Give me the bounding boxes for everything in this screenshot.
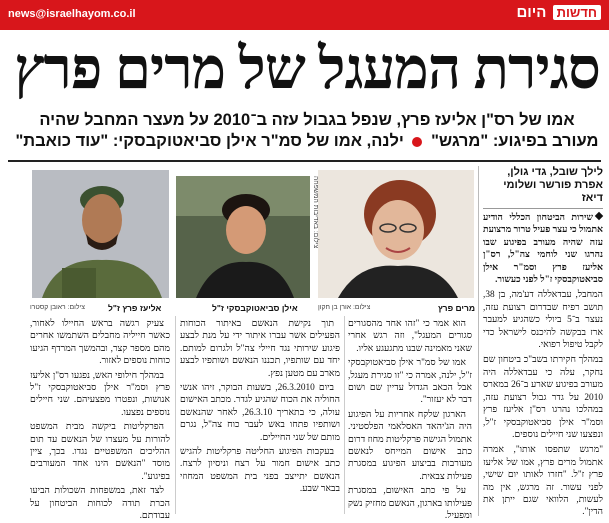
photo-3-name: אליעז פרץ ז"ל	[108, 303, 162, 313]
col1-paragraph: על פי כתב האישום, במסגרת פעילותו בארגון, הנאשם מחזיק נשק ומפעיל.	[348, 486, 472, 522]
col2-paragraph: תוך נקישת הנאשם באיתור הכוחות הפעילים אשר עברו איתור ידי על מנת לבצע פיגוע שירותי נגד חיילי צה"ל ולגרום למותם. יחד עם שותפיו, תכננו הנאשם ושותפיו לבצע מארב עם מטען נפץ.	[180, 319, 340, 379]
right-column-rule	[478, 166, 479, 516]
portrait-illustration	[318, 170, 474, 298]
col3-paragraph: לצד זאת, במשפחות השכולות הביעו הכרת תודה לכוחות הביטחון על עבודתם.	[30, 486, 170, 522]
photo-2-credit: צילום: באדיבות המשפחה	[312, 176, 319, 249]
contact-email[interactable]: news@israelhayom.co.il	[8, 8, 136, 20]
masthead-band	[0, 0, 609, 30]
byline: לילך שובל, גדי גולן, אפרת פורשר ושלומי דיאז	[483, 166, 603, 209]
right-column	[483, 166, 603, 516]
portrait-illustration	[32, 170, 169, 298]
col2-paragraph: ביום 26.3.2010, בשעות הבוקר, זיהו אנשי החוליה את הכוח שהגיע לגדר. מכתב האישום עולה, כי בתאריך 26.3.10, לאחר שהנאשם ושותפיו פתחו באש לעבר כוח צה"ל, נגרם מותם של שני החיילים.	[180, 383, 340, 443]
body-column-3	[30, 318, 170, 522]
photo-miriam-peretz	[318, 170, 474, 298]
headline-divider	[8, 160, 601, 162]
section-label-rest: היום	[516, 4, 547, 21]
section-label-box: חדשות	[553, 5, 601, 20]
photo-ilan-sviatkovsky	[176, 176, 310, 298]
subhead-line-2-part-a: מעורב בפיגוע: "מרגש"	[431, 132, 599, 150]
section-label	[516, 4, 601, 21]
subhead-line-2	[12, 131, 602, 152]
subhead	[12, 110, 602, 152]
right-paragraph-4: "מרגש שתפסו אותו", אמרה אתמול מרים פרץ, אמו של אליעז פרץ ז"ל. "חזרו לאותו יום שישי, לפני עשור. זה מרגש, אין מה לעשות, הלוואי שגם ייתן את הדין".	[483, 445, 603, 518]
body-column-2	[180, 318, 340, 514]
col1-paragraph: הארגון שלקח אחריות על הפיגוע היה הג'יהאד האסלאמי הפלסטיני. אתמול הגישה פרקליטות מחוז דרום כתב אישום המייחס לנאשם מעורבות בביצוע הפיגוע במסגרת פעילות צבאית.	[348, 409, 472, 482]
col1-paragraph: הוא אמר כי "זהו אחד מהסגורים סגורים המעגל", וזה רגש אחרי שאני מאמינה שבנו מתגעגע אליו.	[348, 319, 472, 354]
column-rule-2	[175, 316, 176, 514]
col3-paragraph: הפרקליטות ביקשה מבית המשפט להורות על מעצרו של הנאשם עד תום ההליכים המשפטיים נגדו. בכך, ציין מוסד "הנאשם הינו אחד המעורבים בפיגוע".	[30, 422, 170, 482]
portrait-illustration	[176, 176, 310, 298]
headline: סגירת המעגל של מרים פרץ	[14, 36, 600, 101]
col1-paragraph: אמו של סמ"ר אילן סביאטוקבסקי ז"ל, ילנה, אמרה כי "זו סגירת מעגל, אבל הכאב הגדול עדיין שם ושום דבר לא יעזור".	[348, 358, 472, 406]
col2-paragraph: בעקבות הפיגוע החליטה פרקליטות להגיש כתב אישום חמור על רצח וניסיון לרצח. הנאשם יתייצב בפני בית המשפט המחוזי בבאר שבע.	[180, 447, 340, 495]
right-paragraph-1: שירות הביטחון הכללי הודיע אתמול כי עצר פעיל טרור מרצועת עזה שהיה מעורב בפיגוע שבו נהרגו שני לוחמי צה"ל, רס"ן אליעז פרץ וסמ"ר אילן סביאטוקבסקי ז"ל לפני כעשור.	[483, 213, 603, 286]
right-paragraph-3: במהלך חקירתו בשב"כ ביטחון שם נחקר, עלה כי עבדאללה היה מעורב בפיגוע שארע ב־26 במארס 2010 על גדר גבול רצועת עזה, במהלכו נהרגו רס"ן אליעז פרץ וסמ"ר אילן סביאטוקבסקי ז"ל, ונפצעו שני חיילים נוספים.	[483, 355, 603, 440]
photo-1-name: מרים פרץ	[438, 303, 476, 313]
col3-paragraph: במהלך חילופי האש, נפגעו רס"ן אליעז פרץ וסמ"ר אילן סביאטוקבסקי ז"ל אנושות, ונפטרו מפצעיהם. שני חיילים נוספים נפצעו.	[30, 370, 170, 418]
column-rule-1	[344, 316, 345, 514]
right-paragraph-2: המחבל, עבדאללה דע'מה, בן 38, תושב רפיח שבדרום רצועת עזה, נעצר ב־5 ביולי כשהגיע למעבר ארז בבקשה להיכנס לישראל כדי לקבל טיפול רפואי.	[483, 290, 603, 351]
diamond-icon	[595, 212, 603, 220]
photo-2-name: אילן סביאטוקבסקי ז"ל	[212, 303, 298, 313]
photo-1-credit: צילום: אורן בן חקון	[318, 304, 371, 311]
photo-eliraz-peretz	[32, 170, 169, 298]
col3-paragraph: צעיק רגשה בראש החיילו לאחור, כאשר חייליה מחבלים השתמשו אחרים מהם מספר קצר, ובהמשך המרדף הגיעו כוחות נוספים לאזור.	[30, 319, 170, 367]
bullet-dot-icon	[412, 137, 422, 147]
photo-3-credit: צילום: ראובן קסטרו	[30, 304, 85, 311]
subhead-line-1: אמו של רס"ן אליעז פרץ, שנפל בגבול עזה ב־2010 על מעצר המחבל שהיה	[39, 111, 575, 129]
body-column-1	[348, 318, 472, 522]
subhead-line-2-part-b: ילנה, אמו של סמ"ר אילן סביאטוקבסקי: "עוד כואבת"	[15, 132, 404, 150]
